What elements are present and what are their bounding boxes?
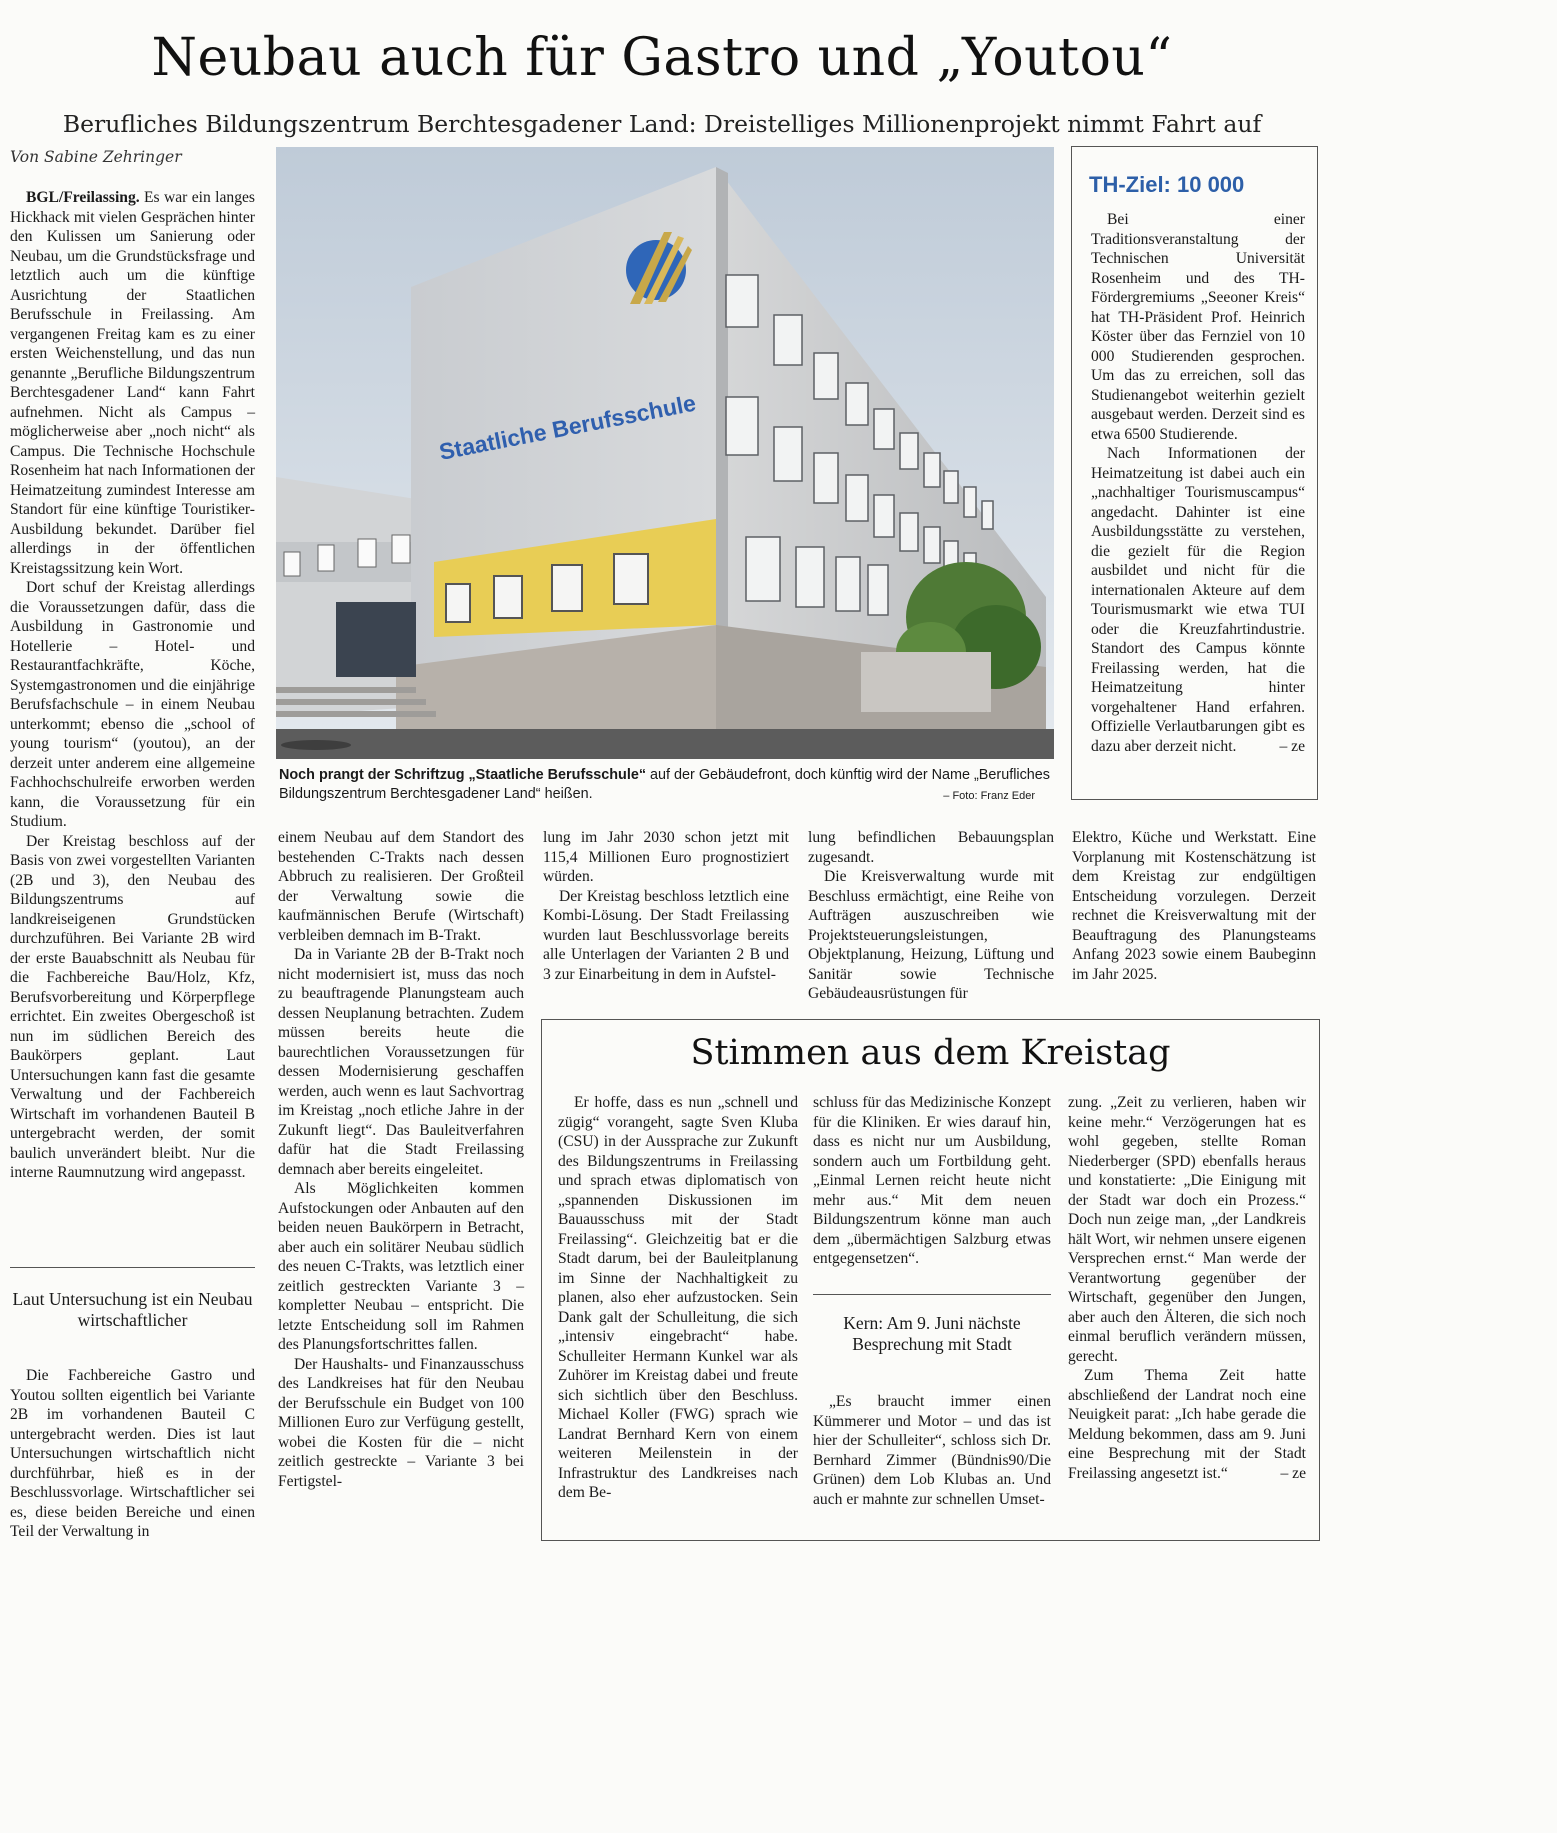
kreistag-column-2 xyxy=(813,1093,1051,1269)
author-sign: – ze xyxy=(1279,737,1305,755)
paragraph: „Es braucht immer einen Kümmerer und Motor – und das ist hier der Schulleiter“, schloss sich Dr. Bernhard Zimmer (Bündnis90/Die Grünen) dem Lob Klubas an. Und auch er mahnte zur schnellen Umset- xyxy=(813,1393,1051,1508)
caption-text: auf der Gebäudefront, doch künftig wird der Name „Berufliches Bildungszentrum Berchtesgadener Land“ heißen. xyxy=(279,767,1050,802)
subheadline: Berufliches Bildungszentrum Berchtesgadener Land: Dreistelliges Millionenprojekt nimmt Fahrt auf xyxy=(62,110,1262,138)
paragraph: Bei einer Traditionsveranstaltung der Technischen Universität Rosenheim und des TH-Fördergremiums „Seeoner Kreis“ hat TH-Präsident Prof. Heinrich Köster über das Fernziel von 10 000 Studierenden gesprochen. Um das zu erreichen, soll das Studienangebot weiterhin gezielt ausgebaut werden. Derzeit sind es etwa 6500 Studierende. xyxy=(1091,211,1305,443)
article-column-2 xyxy=(278,828,524,1491)
paragraph: schluss für das Medizinische Konzept für die Kliniken. Er wies darauf hin, dass es nicht nur um Ausbildung, sondern auch um Fortbildung geht. „Einmal Lernen reicht heute nicht mehr aus.“ Mit dem neuen Bildungszentrum könne man auch dem „übermächtigen Salzburg etwas entgegensetzen“. xyxy=(813,1094,1051,1267)
paragraph: Er hoffe, dass es nun „schnell und zügig“ vorangeht, sagte Sven Kluba (CSU) in der Aussprache zur Zukunft des Bildungszentrums in Freilassing und sprach etwas diplomatisch von „spannenden Diskussionen im Bauausschuss mit der Stadt Freilassing“. Gleichzeitig bat er die Stadt darum, bei der Bauleitplanung im Sinne der Nachhaltigkeit zu planen, also eher aufzustocken. Sein Dank galt der Schulleitung, die sich „intensiv eingebracht“ habe. Schulleiter Hermann Kunkel war als Zuhörer im Kreistag dabei und freute sich sichtlich über den Beschluss. Michael Koller (FWG) sprach wie Landrat Bernhard Kern von einem weiteren Meilenstein in der Infrastruktur des Landkreises nach dem Be- xyxy=(558,1094,798,1501)
paragraph: lung im Jahr 2030 schon jetzt mit 115,4 Millionen Euro prognostiziert würden. xyxy=(543,829,789,885)
paragraph: Die Kreisverwaltung wurde mit Beschluss ermächtigt, eine Reihe von Aufträgen auszuschreiben wie Projektsteuerungsleistungen, Objektplanung, Heizung, Lüftung und Sanitär sowie Technische Gebäudeausrüstungen für xyxy=(808,868,1054,1002)
paragraph: Es war ein langes Hickhack mit vielen Gesprächen hinter den Kulissen um Sanierung oder Neubau, um die Grundstücksfrage und letztlich auch um die künftige Ausrichtung der Staatlichen Berufsschule in Freilassing. Am vergangenen Freitag kam es zu einer ersten Weichenstellung, und das nun genannte „Berufliche Bildungszentrum Berchtesgadener Land“ kann Fahrt aufnehmen. Nicht als Campus – möglicherweise aber „noch nicht“ als Campus. Die Technische Hochschule Rosenheim hat nach Informationen der Heimatzeitung zumindest Interesse am Standort für eine künftige Touristiker-Ausbildung bekundet. Darüber fiel allerdings in der öffentlichen Kreistagssitzung kein Wort. xyxy=(10,189,255,577)
sidebar-text xyxy=(1091,210,1305,756)
section-subheading: Laut Untersuchung ist ein Neubau wirtschaftlicher xyxy=(12,1289,253,1330)
building-photo xyxy=(276,147,1054,759)
photo-credit: – Foto: Franz Eder xyxy=(943,790,1035,802)
headline: Neubau auch für Gastro und „Youtou“ xyxy=(151,28,1173,88)
dateline: BGL/Freilassing. xyxy=(26,189,140,206)
paragraph: einem Neubau auf dem Standort des bestehenden C-Trakts nach dessen Abbruch zu realisieren. Der Großteil der Verwaltung sowie die kaufmännischen Berufe (Wirtschaft) verbleiben demnach im B-Trakt. xyxy=(278,829,524,944)
article-column-3 xyxy=(543,828,789,984)
paragraph: Der Haushalts- und Finanzausschuss des Landkreises hat für den Neubau der Berufsschule ein Budget von 100 Millionen Euro zur Verfügung gestellt, wobei die Kosten für die – nicht zeitlich gestreckte – Variante 3 bei Fertigstel- xyxy=(278,1355,524,1490)
sidebar-title: TH-Ziel: 10 000 xyxy=(1089,172,1245,197)
paragraph: Zum Thema Zeit hatte abschließend der Landrat noch eine Neuigkeit parat: „Ich habe gerade die Meldung bekommen, dass am 9. Juni eine Besprechung mit der Stadt Freilassing angesetzt ist.“ – ze xyxy=(1068,1367,1306,1482)
author-sign: – ze xyxy=(1280,1464,1306,1482)
kreistag-column-1 xyxy=(558,1093,798,1503)
kreistag-subheading: Kern: Am 9. Juni nächste Besprechung mit Stadt xyxy=(843,1313,1021,1354)
kreistag-column-2-continued xyxy=(813,1392,1051,1509)
article-column-1-continued xyxy=(10,1366,255,1542)
photo-caption xyxy=(279,766,1059,804)
paragraph: Dort schuf der Kreistag allerdings die Voraussetzungen dafür, dass die Ausbildung in Gastronomie und Hotellerie – Hotel- und Restaurantfachkräfte, Köche, Systemgastronomen und die einjährige Berufsfachschule – in einem Neubau unterkommt; ebenso die „school of young tourism“ (youtou), an der derzeit unter anderem eine allgemeine Fachhochschulreife erworben werden kann, die Voraussetzung für ein Studium. xyxy=(10,579,255,830)
article-column-1 xyxy=(10,188,255,1183)
paragraph: Als Möglichkeiten kommen Aufstockungen oder Anbauten auf den beiden neuen Baukörpern in Betracht, aber auch ein solitärer Neubau südlich des neuen C-Trakts, was letztlich einer zeitlich gestreckten Variante 3 – kompletter Neubau – entspricht. Die letzte Entscheidung soll im Rahmen des Planungsfortschrittes fallen. xyxy=(278,1180,524,1353)
paragraph: Der Kreistag beschloss letztlich eine Kombi-Lösung. Der Stadt Freilassing wurden laut Beschlussvorlage bereits alle Unterlagen der Varianten 2 B und 3 zur Einarbeitung in dem in Aufstel- xyxy=(543,887,789,983)
byline: Von Sabine Zehringer xyxy=(10,148,182,166)
caption-bold: Noch prangt der Schriftzug „Staatliche Berufsschule“ xyxy=(279,767,647,783)
facade-sign: Staatliche Berufsschule xyxy=(436,389,698,465)
paragraph: Der Kreistag beschloss auf der Basis von zwei vorgestellten Varianten (2B und 3), den Neubau des Bildungszentrums auf landkreiseigenen Grundstücken durchzuführen. Bei Variante 2B wird der erste Bauabschnitt als Neubau für die Fachbereiche Bau/Holz, Kfz, Berufsvorbereitung und Körperpflege errichtet. Ein zweites Obergeschoß ist nun im südlichen Bereich des Baukörpers geplant. Laut Untersuchungen kann fast die gesamte Verwaltung und der Fachbereich Wirtschaft im vorhandenen Bauteil B untergebracht werden, der somit baulich unverändert bleibt. Nur die interne Raumnutzung wird angepasst. xyxy=(10,832,255,1181)
paragraph: Nach Informationen der Heimatzeitung ist dabei auch ein „nachhaltiger Tourismuscampus“ angedacht. Dahinter ist eine Ausbildungsstätte zu verstehen, die gezielt für die Region ausbildet und nicht für die internationalen Akteure auf dem Tourismusmarkt wie etwa TUI oder die Kreuzfahrtindustrie. Standort des Campus könnte Freilassing werden, hat die Heimatzeitung hinter vorgehaltener Hand erfahren. Offizielle Verlautbarungen gibt es dazu aber derzeit nicht. – ze xyxy=(1091,445,1305,755)
paragraph: Die Fachbereiche Gastro und Youtou sollten eigentlich bei Variante 2B im vorhandenen Bauteil C untergebracht werden. Dies ist laut Untersuchungen wirtschaftlich nicht durchführbar, hieß es in der Beschlussvorlage. Wirtschaftlicher sei es, diese beiden Bereiche und einen Teil der Verwaltung in xyxy=(10,1367,255,1540)
paragraph: zung. „Zeit zu verlieren, haben wir keine mehr.“ Verzögerungen hat es wohl gegeben, stellte Roman Niederberger (SPD) ebenfalls heraus und konstatierte: „Die Einigung mit der Stadt war doch ein Prozess.“ Doch nun zeige man, „der Landkreis hält Wort, wir nehmen unsere eigenen Versprechen ernst.“ Man werde der Verantwortung gegenüber der Wirtschaft, gegenüber den Jungen, aber auch den Älteren, die sich noch einmal beruflich verändern müssen, gerecht. xyxy=(1068,1094,1306,1365)
paragraph: Da in Variante 2B der B-Trakt noch nicht modernisiert ist, muss das noch zu beauftragende Planungsteam auch dessen Neuplanung betrachten. Zudem müssen bereits heute die baurechtlichen Voraussetzungen für dessen Modernisierung geschaffen werden, auch wenn es laut Sachvortrag im Kreistag „noch etliche Jahre in der Zukunft liegt“. Das Bauleitverfahren dafür hat die Stadt Freilassing demnach aber bereits eingeleitet. xyxy=(278,946,524,1178)
paragraph: Elektro, Küche und Werkstatt. Eine Vorplanung mit Kostenschätzung ist dem Kreistag zur endgültigen Entscheidung vorzulegen. Derzeit rechnet die Kreisverwaltung mit der Beauftragung des Planungsteams Anfang 2023 sowie einem Baubeginn im Jahr 2025. xyxy=(1072,829,1316,983)
kreistag-box-title: Stimmen aus dem Kreistag xyxy=(690,1033,1171,1073)
paragraph: lung befindlichen Bebauungsplan zugesandt. xyxy=(808,829,1054,866)
kreistag-column-3 xyxy=(1068,1093,1306,1483)
school-building-illustration xyxy=(276,147,1054,759)
article-column-5 xyxy=(1072,828,1316,984)
article-column-4 xyxy=(808,828,1054,1004)
